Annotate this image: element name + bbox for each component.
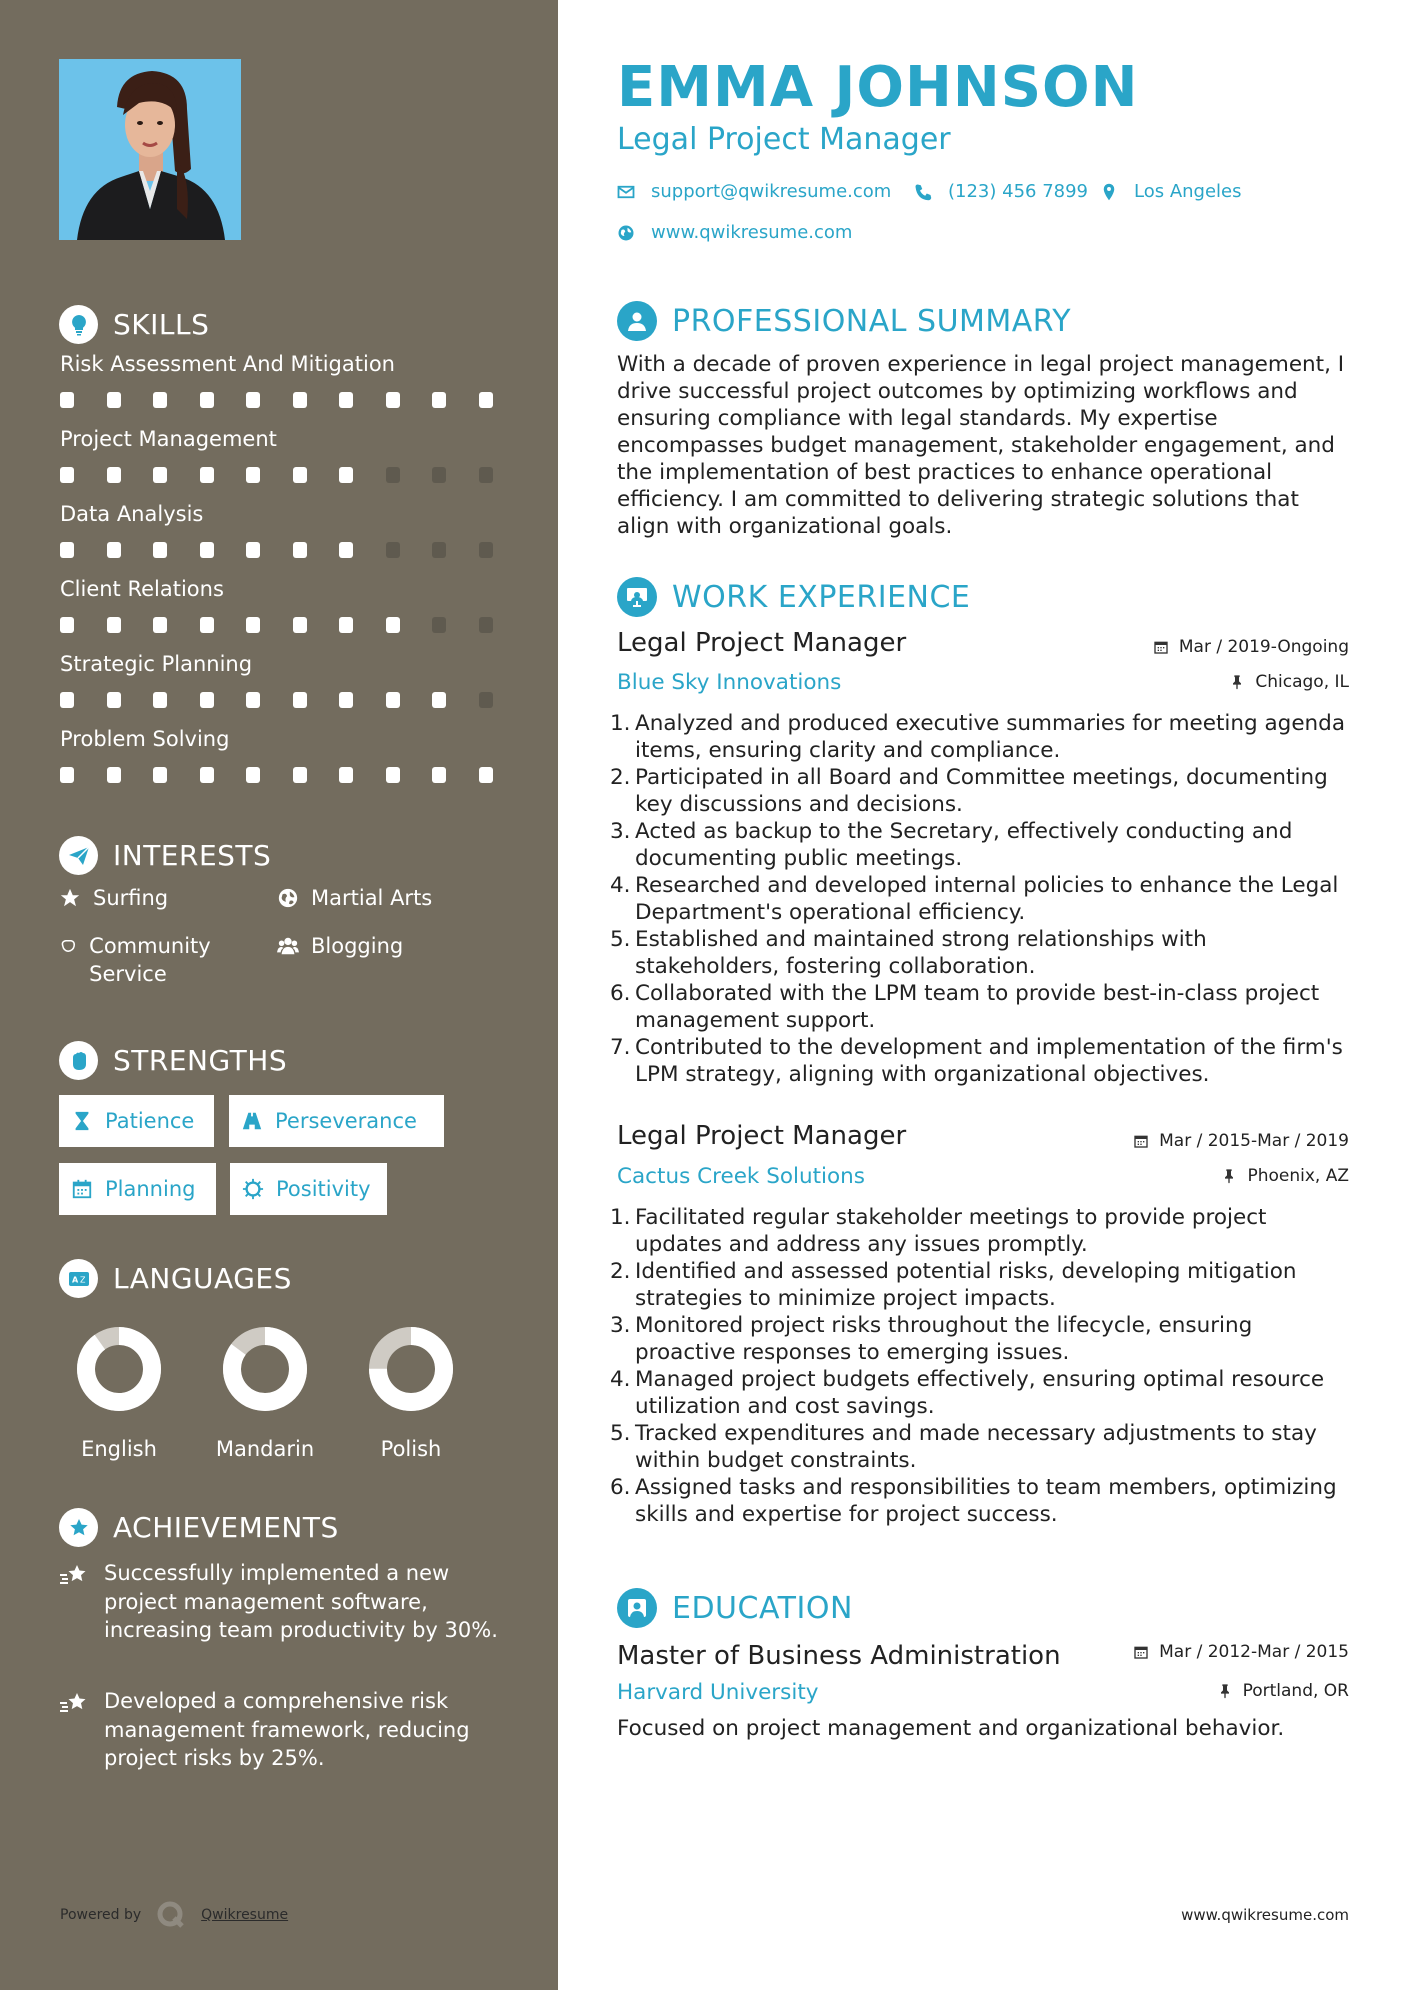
- rating-dot: [432, 467, 446, 483]
- rating-dot: [479, 542, 493, 558]
- duty-number: 6.: [610, 1475, 631, 1500]
- language-level-ring: [221, 1325, 309, 1413]
- globe-icon: [277, 887, 299, 909]
- hand-icon: [59, 935, 77, 957]
- achievements-heading: [59, 1508, 339, 1547]
- duty-item: [610, 980, 1350, 1034]
- education-degree: Master of Business Administration: [617, 1641, 1061, 1671]
- language-level-ring: [367, 1325, 455, 1413]
- rating-dot: [153, 767, 167, 783]
- duty-item: [610, 1474, 1350, 1528]
- svg-text:Z: Z: [79, 1275, 86, 1284]
- duty-item: [610, 926, 1350, 980]
- globe-icon: [617, 224, 635, 242]
- sidebar: [0, 0, 558, 1990]
- interests-heading: [59, 836, 271, 875]
- skills-heading: [59, 305, 209, 344]
- rating-dot: [246, 767, 260, 783]
- svg-text:A: A: [71, 1275, 79, 1284]
- duty-item: [610, 710, 1350, 764]
- interest-surfing: [59, 884, 168, 912]
- job-role: Legal Project Manager: [617, 1121, 907, 1151]
- qwikresume-logo-icon: [156, 1900, 186, 1930]
- rating-dot: [246, 542, 260, 558]
- language-item: [59, 1325, 179, 1461]
- rating-dot: [386, 542, 400, 558]
- paper-plane-icon: [59, 836, 98, 875]
- job-role: Legal Project Manager: [617, 628, 907, 658]
- languages-title: LANGUAGES: [113, 1262, 292, 1295]
- rating-dot: [432, 392, 446, 408]
- achievement-item: [59, 1559, 499, 1645]
- job-location-text: Phoenix, AZ: [1247, 1166, 1349, 1186]
- rating-dot: [339, 767, 353, 783]
- duty-text: Assigned tasks and responsibilities to team members, optimizing skills and expertise for project success.: [635, 1475, 1337, 1527]
- job-duties: [610, 710, 1350, 1088]
- rating-dot: [107, 542, 121, 558]
- rating-dot: [246, 467, 260, 483]
- duty-number: 7.: [610, 1035, 631, 1060]
- education-location-text: Portland, OR: [1242, 1681, 1349, 1701]
- rating-dot: [479, 392, 493, 408]
- work-title: WORK EXPERIENCE: [672, 579, 971, 615]
- job-duties: [610, 1204, 1350, 1528]
- pushpin-icon: [1217, 1683, 1233, 1699]
- phone-icon: [914, 183, 932, 201]
- rating-dot: [386, 617, 400, 633]
- rating-dot: [153, 692, 167, 708]
- rating-dot: [386, 767, 400, 783]
- achievement-text: Successfully implemented a new project management software, increasing team productivity by 30%.: [104, 1561, 498, 1642]
- duty-number: 2.: [610, 765, 631, 790]
- skill-name: Risk Assessment And Mitigation: [60, 352, 395, 376]
- rating-dot: [246, 692, 260, 708]
- duty-number: 3.: [610, 819, 631, 844]
- duty-text: Analyzed and produced executive summaries for meeting agenda items, ensuring clarity and compliance.: [635, 711, 1346, 763]
- skill-name: Strategic Planning: [60, 652, 253, 676]
- contact-location: [1100, 181, 1242, 202]
- sun-icon: [242, 1178, 264, 1200]
- rating-dot: [200, 392, 214, 408]
- duty-number: 1.: [610, 1205, 631, 1230]
- interest-martial-arts: [277, 884, 432, 912]
- pushpin-icon: [1229, 674, 1245, 690]
- rating-dot: [153, 542, 167, 558]
- job-location: [1229, 672, 1349, 692]
- rating-dot: [432, 767, 446, 783]
- shooting-star-icon: [59, 1563, 89, 1589]
- rating-dot: [200, 767, 214, 783]
- education-school: Harvard University: [617, 1680, 819, 1705]
- language-item: [205, 1325, 325, 1461]
- language-name: English: [81, 1437, 157, 1461]
- interest-community-service: [59, 932, 259, 988]
- hourglass-icon: [71, 1110, 93, 1132]
- education-title: EDUCATION: [672, 1590, 853, 1626]
- strengths-title: STRENGTHS: [113, 1044, 288, 1077]
- duty-number: 1.: [610, 711, 631, 736]
- person-avatar-icon: [59, 59, 241, 240]
- envelope-icon: [617, 183, 635, 201]
- rating-dot: [339, 467, 353, 483]
- duty-item: [610, 1420, 1350, 1474]
- powered-by: [60, 1900, 288, 1930]
- rating-dot: [339, 617, 353, 633]
- duty-number: 5.: [610, 927, 631, 952]
- powered-by-label: Powered by: [60, 1907, 142, 1923]
- strength-positivity: [230, 1163, 387, 1215]
- language-item: [351, 1325, 471, 1461]
- education-description: Focused on project management and organizational behavior.: [617, 1716, 1285, 1741]
- rating-dot: [200, 467, 214, 483]
- rating-dot: [479, 617, 493, 633]
- rating-dot: [339, 542, 353, 558]
- strength-planning: [59, 1163, 216, 1215]
- rating-dot: [432, 692, 446, 708]
- skills-title: SKILLS: [113, 308, 210, 341]
- rating-dot: [60, 542, 74, 558]
- duty-item: [610, 818, 1350, 872]
- duty-number: 6.: [610, 981, 631, 1006]
- rating-dot: [60, 392, 74, 408]
- rating-dot: [200, 542, 214, 558]
- rating-dot: [386, 392, 400, 408]
- strength-label: Patience: [105, 1109, 195, 1133]
- trophy-star-icon: [59, 1508, 98, 1547]
- skill-rating: [60, 542, 525, 558]
- achievements-title: ACHIEVEMENTS: [113, 1511, 339, 1544]
- rating-dot: [293, 467, 307, 483]
- candidate-name: EMMA JOHNSON: [617, 55, 1139, 120]
- duty-text: Facilitated regular stakeholder meetings to provide project updates and address any issues promptly.: [635, 1205, 1267, 1257]
- location-text: Los Angeles: [1134, 181, 1242, 202]
- candidate-title: Legal Project Manager: [617, 122, 951, 157]
- achievement-text: Developed a comprehensive risk management framework, reducing project risks by 25%.: [104, 1689, 470, 1770]
- duty-item: [610, 1366, 1350, 1420]
- strength-label: Planning: [105, 1177, 196, 1201]
- strength-label: Perseverance: [275, 1109, 417, 1133]
- duty-text: Researched and developed internal policies to enhance the Legal Department's operational efficiency.: [635, 873, 1339, 925]
- interest-label: Martial Arts: [311, 886, 433, 910]
- interest-label: Community Service: [89, 934, 211, 986]
- rating-dot: [107, 617, 121, 633]
- skill-name: Data Analysis: [60, 502, 204, 526]
- skill-name: Problem Solving: [60, 727, 230, 751]
- calendar-icon: [1133, 1133, 1149, 1149]
- duty-number: 5.: [610, 1421, 631, 1446]
- calendar-icon: [71, 1178, 93, 1200]
- duty-item: [610, 1312, 1350, 1366]
- fist-icon: [59, 1041, 98, 1080]
- strength-perseverance: [229, 1095, 444, 1147]
- strength-patience: [59, 1095, 214, 1147]
- rating-dot: [107, 767, 121, 783]
- skill-rating: [60, 767, 525, 783]
- summary-heading: [617, 301, 1071, 341]
- duty-text: Identified and assessed potential risks, developing mitigation strategies to minimize project impacts.: [635, 1259, 1297, 1311]
- contact-website[interactable]: [617, 222, 852, 243]
- rating-dot: [153, 617, 167, 633]
- footer-website[interactable]: www.qwikresume.com: [1181, 1906, 1349, 1924]
- language-level-arc: [86, 1336, 152, 1402]
- rating-dot: [339, 392, 353, 408]
- star-icon: [59, 887, 81, 909]
- duty-text: Participated in all Board and Committee meetings, documenting key discussions and decisions.: [635, 765, 1328, 817]
- rating-dot: [432, 542, 446, 558]
- duty-item: [610, 764, 1350, 818]
- interest-label: Surfing: [93, 886, 169, 910]
- rating-dot: [200, 617, 214, 633]
- duty-text: Contributed to the development and implementation of the firm's LPM strategy, aligning with organizational objectives.: [635, 1035, 1343, 1087]
- presentation-icon: [617, 577, 657, 617]
- skill-rating: [60, 392, 525, 408]
- summary-text: With a decade of proven experience in legal project management, I drive successful project outcomes by optimizing workflows and ensuring compliance with legal standards. My expertise encompasses budget management, stakeholder engagement, and the implementation of best practices to enhance operational efficiency. I am committed to delivering strategic solutions that align with organizational goals.: [617, 352, 1345, 539]
- lightbulb-icon: [59, 305, 98, 344]
- rating-dot: [432, 617, 446, 633]
- duty-text: Tracked expenditures and made necessary adjustments to stay within budget constraints.: [635, 1421, 1317, 1473]
- duty-text: Established and maintained strong relationships with stakeholders, fostering collaboration.: [635, 927, 1207, 979]
- rating-dot: [60, 617, 74, 633]
- language-name: Mandarin: [215, 1437, 315, 1461]
- skill-rating: [60, 467, 525, 483]
- job-dates: [1153, 637, 1349, 657]
- duty-number: 2.: [610, 1259, 631, 1284]
- email-text: support@qwikresume.com: [651, 181, 892, 202]
- duty-text: Managed project budgets effectively, ensuring optimal resource utilization and cost savings.: [635, 1367, 1325, 1419]
- work-heading: [617, 577, 970, 617]
- rating-dot: [479, 767, 493, 783]
- strengths-heading: [59, 1041, 287, 1080]
- rating-dot: [479, 692, 493, 708]
- user-icon: [617, 301, 657, 341]
- contact-email[interactable]: [617, 181, 891, 202]
- rating-dot: [293, 392, 307, 408]
- rating-dot: [293, 542, 307, 558]
- job-company: Cactus Creek Solutions: [617, 1164, 866, 1189]
- rating-dot: [60, 692, 74, 708]
- rating-dot: [107, 392, 121, 408]
- rating-dot: [107, 692, 121, 708]
- strength-label: Positivity: [276, 1177, 371, 1201]
- duty-item: [610, 1258, 1350, 1312]
- rating-dot: [153, 467, 167, 483]
- interests-title: INTERESTS: [113, 839, 272, 872]
- users-icon: [277, 935, 299, 957]
- achievement-item: [59, 1687, 499, 1773]
- rating-dot: [107, 467, 121, 483]
- contact-phone[interactable]: [914, 181, 1088, 202]
- shooting-star-icon: [59, 1691, 89, 1717]
- road-icon: [241, 1110, 263, 1132]
- map-pin-icon: [1100, 183, 1118, 201]
- rating-dot: [246, 617, 260, 633]
- skill-rating: [60, 692, 525, 708]
- languages-heading: [59, 1259, 292, 1298]
- skill-rating: [60, 617, 525, 633]
- summary-title: PROFESSIONAL SUMMARY: [672, 303, 1072, 339]
- website-text: www.qwikresume.com: [651, 222, 853, 243]
- rating-dot: [246, 392, 260, 408]
- rating-dot: [293, 617, 307, 633]
- rating-dot: [479, 467, 493, 483]
- duty-number: 3.: [610, 1313, 631, 1338]
- rating-dot: [153, 392, 167, 408]
- rating-dot: [60, 767, 74, 783]
- pushpin-icon: [1221, 1168, 1237, 1184]
- job-location-text: Chicago, IL: [1255, 672, 1349, 692]
- rating-dot: [386, 692, 400, 708]
- education-heading: [617, 1588, 853, 1628]
- duty-number: 4.: [610, 873, 631, 898]
- calendar-icon: [1133, 1644, 1149, 1660]
- phone-text: (123) 456 7899: [948, 181, 1089, 202]
- rating-dot: [60, 467, 74, 483]
- skill-name: Project Management: [60, 427, 277, 451]
- education-location: [1217, 1681, 1349, 1701]
- rating-dot: [386, 467, 400, 483]
- profile-photo: [59, 59, 241, 240]
- brand-link[interactable]: Qwikresume: [201, 1907, 289, 1923]
- duty-text: Monitored project risks throughout the lifecycle, ensuring proactive responses to emerging issues.: [635, 1313, 1253, 1365]
- job-company: Blue Sky Innovations: [617, 670, 842, 695]
- job-dates-text: Mar / 2019-Ongoing: [1178, 637, 1349, 657]
- education-dates-text: Mar / 2012-Mar / 2015: [1159, 1642, 1349, 1662]
- translate-icon: [59, 1259, 98, 1298]
- job-dates: [1133, 1131, 1349, 1151]
- duty-item: [610, 1204, 1350, 1258]
- rating-dot: [200, 692, 214, 708]
- graduate-icon: [617, 1588, 657, 1628]
- language-level-ring: [75, 1325, 163, 1413]
- duty-text: Collaborated with the LPM team to provide best-in-class project management support.: [635, 981, 1320, 1033]
- education-dates: [1133, 1642, 1349, 1662]
- interest-label: Blogging: [311, 934, 404, 958]
- rating-dot: [293, 767, 307, 783]
- interest-blogging: [277, 932, 403, 960]
- duty-item: [610, 1034, 1350, 1088]
- duty-number: 4.: [610, 1367, 631, 1392]
- duty-text: Acted as backup to the Secretary, effectively conducting and documenting public meetings.: [635, 819, 1293, 871]
- rating-dot: [293, 692, 307, 708]
- calendar-icon: [1153, 639, 1169, 655]
- language-name: Polish: [380, 1437, 442, 1461]
- job-location: [1221, 1166, 1349, 1186]
- duty-item: [610, 872, 1350, 926]
- job-dates-text: Mar / 2015-Mar / 2019: [1159, 1131, 1349, 1151]
- rating-dot: [339, 692, 353, 708]
- skill-name: Client Relations: [60, 577, 224, 601]
